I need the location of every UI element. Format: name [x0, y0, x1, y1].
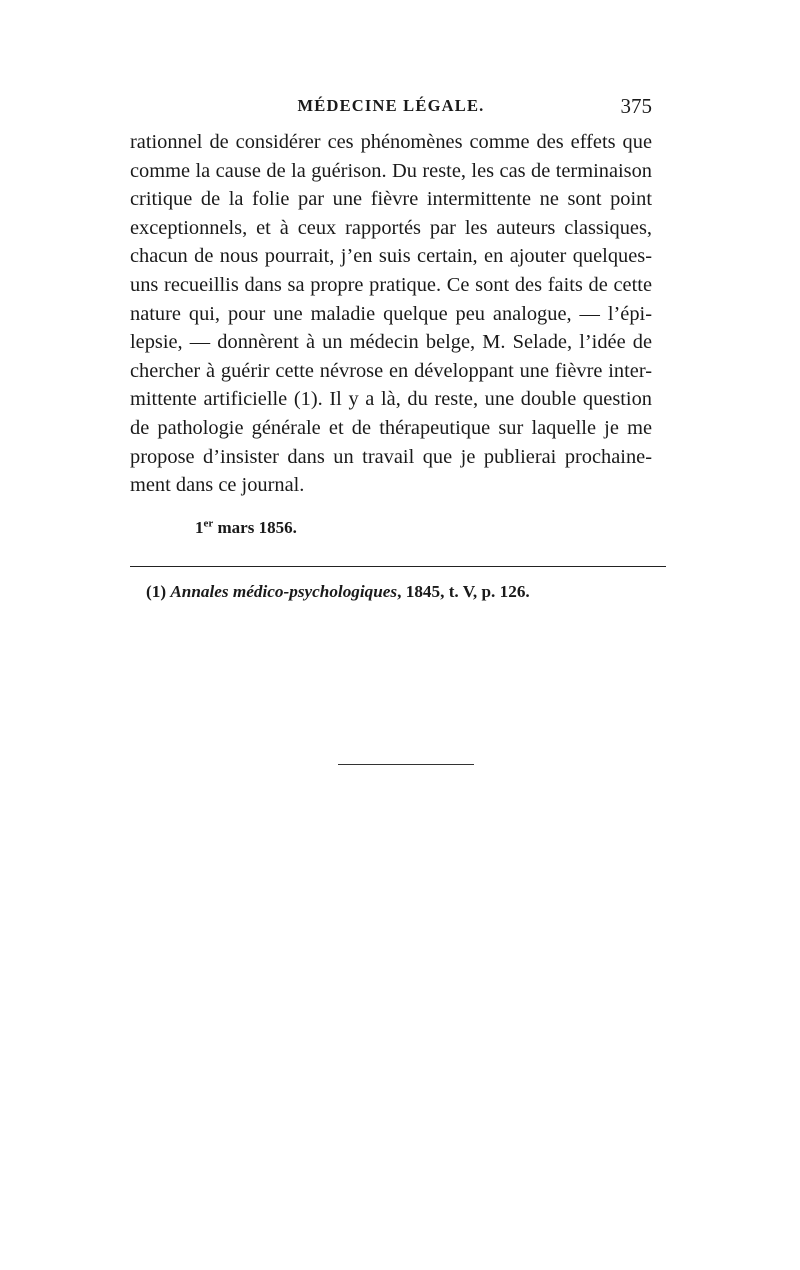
- dateline: [195, 518, 297, 538]
- dateline-rest: mars 1856.: [213, 518, 297, 537]
- text-line: lepsie, — donnèrent à un médecin belge, M. Selade, l’idée de: [130, 331, 652, 354]
- page-header: [130, 96, 652, 122]
- text-line: rationnel de considérer ces phénomènes comme des effets que: [130, 131, 652, 153]
- text-line: chacun de nous pourrait, j’en suis certain, en ajouter quelques-: [130, 245, 652, 268]
- text-line: de pathologie générale et de thérapeutique sur laquelle je me: [130, 416, 652, 439]
- text-line: chercher à guérir cette névrose en développant une fièvre inter-: [130, 359, 652, 382]
- text-line: propose d’insister dans un travail que je publierai prochaine-: [130, 445, 652, 468]
- footnote-title: Annales médico-psychologiques: [170, 582, 398, 601]
- footnote-rule: [130, 566, 666, 567]
- text-line: comme la cause de la guérison. Du reste, les cas de terminaison: [130, 159, 652, 182]
- text-line: ment dans ce journal.: [130, 474, 305, 497]
- dateline-ordinal: er: [203, 517, 214, 530]
- text-line: critique de la folie par une fièvre intermittente ne sont point: [130, 188, 652, 211]
- footnote-citation: , 1845, t. V, p. 126.: [397, 582, 530, 601]
- text-line: nature qui, pour une maladie quelque peu analogue, — l’épi-: [130, 302, 652, 325]
- end-rule: [338, 764, 474, 765]
- text-line: uns recueillis dans sa propre pratique. Ce sont des faits de cette: [130, 273, 652, 296]
- body-paragraph: [130, 128, 652, 500]
- text-line: mittente artificielle (1). Il y a là, du reste, une double question: [130, 388, 652, 411]
- running-head: MÉDECINE LÉGALE.: [297, 96, 485, 115]
- footnote-marker: (1): [146, 582, 171, 601]
- text-line: exceptionnels, et à ceux rapportés par les auteurs classiques,: [130, 216, 652, 239]
- dateline-day: 1: [195, 518, 204, 537]
- page-number: 375: [620, 94, 652, 118]
- footnote: [146, 582, 530, 602]
